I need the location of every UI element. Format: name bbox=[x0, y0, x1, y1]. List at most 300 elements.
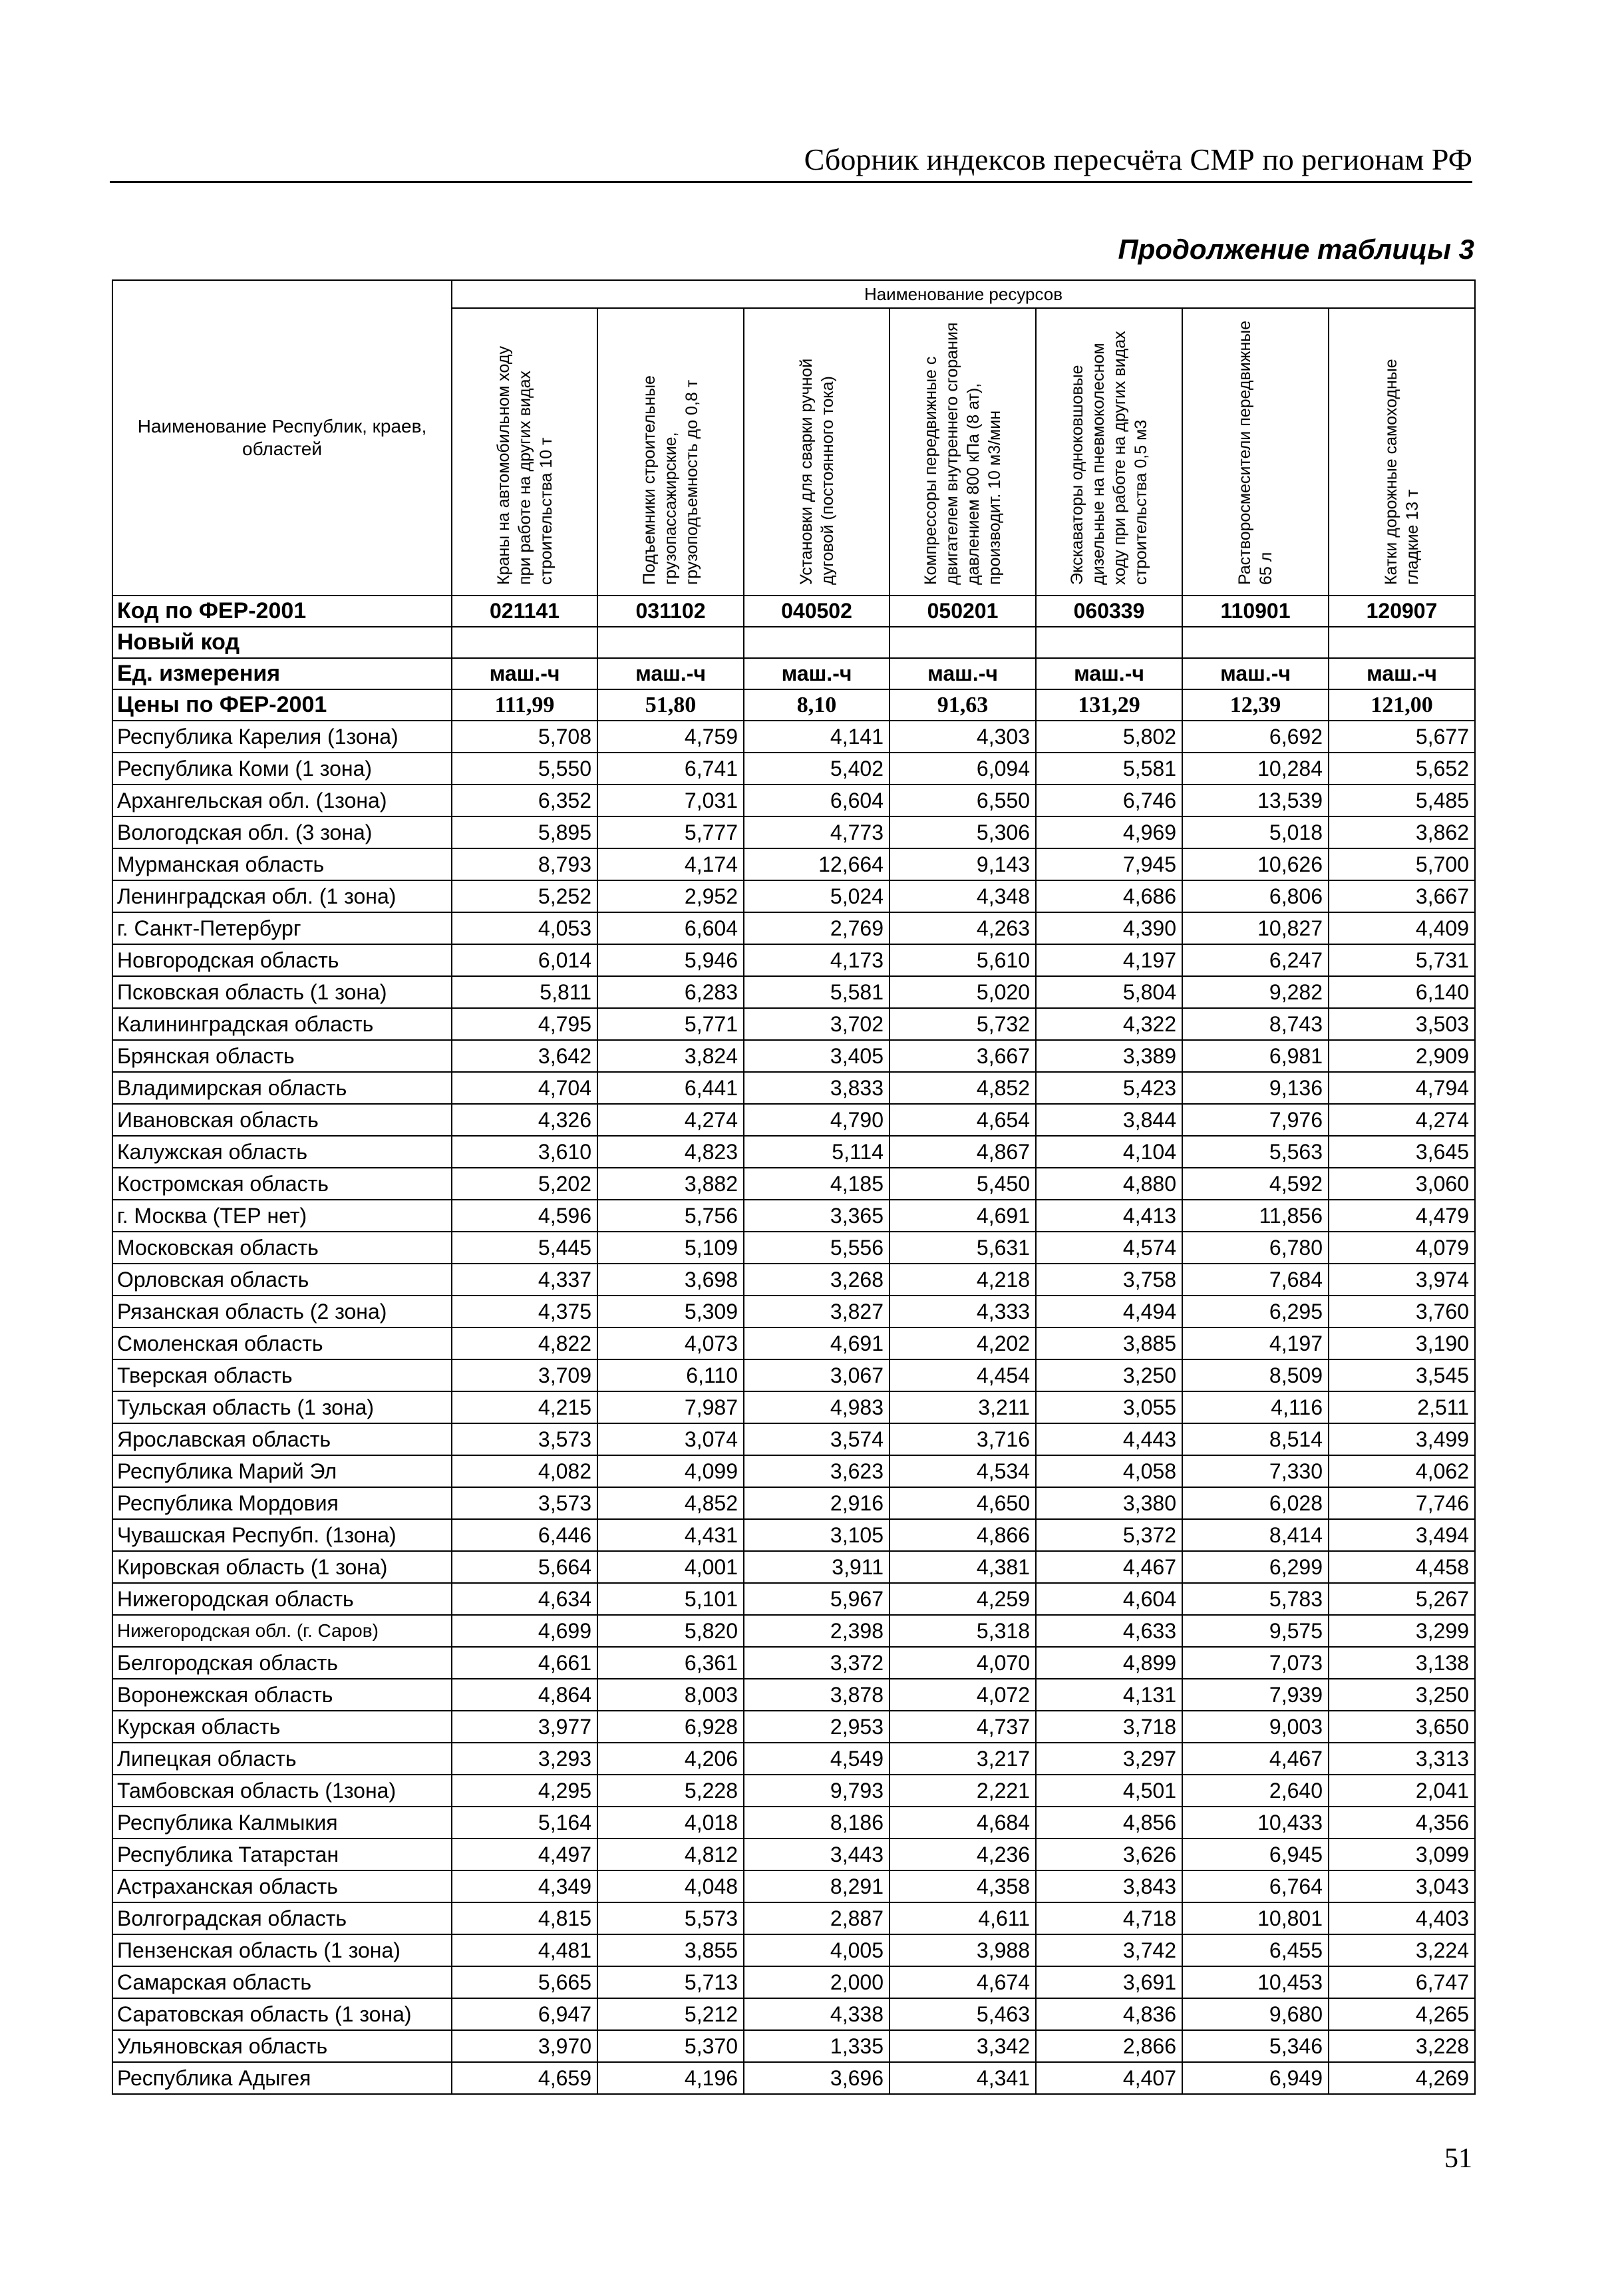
index-value: 5,463 bbox=[890, 1998, 1036, 2030]
index-value: 5,024 bbox=[744, 880, 890, 912]
index-value: 5,946 bbox=[597, 944, 744, 976]
index-value: 6,110 bbox=[597, 1359, 744, 1391]
index-value: 3,573 bbox=[452, 1423, 597, 1455]
resource-column-header bbox=[1036, 308, 1182, 596]
index-value: 3,650 bbox=[1329, 1711, 1475, 1743]
index-value: 4,431 bbox=[597, 1519, 744, 1551]
new-code-cell bbox=[1036, 627, 1182, 658]
index-value: 3,293 bbox=[452, 1743, 597, 1775]
region-name: Республика Татарстан bbox=[112, 1839, 452, 1870]
index-value: 5,423 bbox=[1036, 1072, 1182, 1104]
index-value: 4,173 bbox=[744, 944, 890, 976]
table-row bbox=[112, 1615, 1475, 1647]
resource-column-header bbox=[1329, 308, 1475, 596]
index-value: 4,983 bbox=[744, 1391, 890, 1423]
index-value: 5,631 bbox=[890, 1232, 1036, 1264]
index-value: 5,652 bbox=[1329, 753, 1475, 785]
index-value: 6,028 bbox=[1182, 1487, 1329, 1519]
index-value: 4,215 bbox=[452, 1391, 597, 1423]
index-value: 4,604 bbox=[1036, 1583, 1182, 1615]
index-value: 3,878 bbox=[744, 1679, 890, 1711]
table-row bbox=[112, 1264, 1475, 1296]
index-value: 4,812 bbox=[597, 1839, 744, 1870]
index-value: 5,202 bbox=[452, 1168, 597, 1200]
region-name: Орловская область bbox=[112, 1264, 452, 1296]
index-value: 4,099 bbox=[597, 1455, 744, 1487]
resource-column-header-text: Компрессоры передвижные с двигателем внутреннего сгорания давлением 800 кПа (8 ат), производит. 10 м3/мин bbox=[921, 322, 1004, 585]
table-caption: Продолжение таблицы 3 bbox=[1118, 234, 1474, 265]
index-value: 4,048 bbox=[597, 1870, 744, 1902]
index-value: 4,407 bbox=[1036, 2062, 1182, 2094]
index-value: 5,804 bbox=[1036, 976, 1182, 1008]
region-name: Архангельская обл. (1зона) bbox=[112, 785, 452, 816]
index-value: 4,326 bbox=[452, 1104, 597, 1136]
index-value: 3,211 bbox=[890, 1391, 1036, 1423]
code-row bbox=[112, 596, 1475, 627]
index-value: 8,003 bbox=[597, 1679, 744, 1711]
index-value: 5,228 bbox=[597, 1775, 744, 1807]
index-value: 6,947 bbox=[452, 1998, 597, 2030]
region-name: Ульяновская область bbox=[112, 2030, 452, 2062]
region-name: Смоленская область bbox=[112, 1327, 452, 1359]
index-value: 5,895 bbox=[452, 816, 597, 848]
index-value: 4,341 bbox=[890, 2062, 1036, 2094]
index-value: 3,827 bbox=[744, 1296, 890, 1327]
index-value: 10,433 bbox=[1182, 1807, 1329, 1839]
index-value: 5,777 bbox=[597, 816, 744, 848]
index-value: 4,815 bbox=[452, 1902, 597, 1934]
index-value: 3,691 bbox=[1036, 1966, 1182, 1998]
index-value: 4,202 bbox=[890, 1327, 1036, 1359]
index-value: 11,856 bbox=[1182, 1200, 1329, 1232]
index-value: 4,659 bbox=[452, 2062, 597, 2094]
index-value: 1,335 bbox=[744, 2030, 890, 2062]
table-row bbox=[112, 785, 1475, 816]
new-code-row bbox=[112, 627, 1475, 658]
table-row bbox=[112, 1168, 1475, 1200]
index-value: 6,949 bbox=[1182, 2062, 1329, 2094]
table-row bbox=[112, 1391, 1475, 1423]
index-value: 5,732 bbox=[890, 1008, 1036, 1040]
index-value: 13,539 bbox=[1182, 785, 1329, 816]
index-value: 4,479 bbox=[1329, 1200, 1475, 1232]
index-value: 3,074 bbox=[597, 1423, 744, 1455]
index-value: 8,793 bbox=[452, 848, 597, 880]
index-value: 4,356 bbox=[1329, 1807, 1475, 1839]
index-value: 5,306 bbox=[890, 816, 1036, 848]
index-value: 2,041 bbox=[1329, 1775, 1475, 1807]
index-value: 6,981 bbox=[1182, 1040, 1329, 1072]
region-name: г. Москва (ТЕР нет) bbox=[112, 1200, 452, 1232]
table-row bbox=[112, 1839, 1475, 1870]
index-value: 3,067 bbox=[744, 1359, 890, 1391]
index-value: 3,380 bbox=[1036, 1487, 1182, 1519]
index-value: 6,446 bbox=[452, 1519, 597, 1551]
index-value: 2,953 bbox=[744, 1711, 890, 1743]
index-value: 4,852 bbox=[890, 1072, 1036, 1104]
index-value: 5,450 bbox=[890, 1168, 1036, 1200]
index-value: 4,185 bbox=[744, 1168, 890, 1200]
region-name: Республика Калмыкия bbox=[112, 1807, 452, 1839]
unit-cell: маш.-ч bbox=[1036, 658, 1182, 689]
new-code-cell bbox=[890, 627, 1036, 658]
index-value: 6,741 bbox=[597, 753, 744, 785]
index-value: 3,882 bbox=[597, 1168, 744, 1200]
index-value: 4,534 bbox=[890, 1455, 1036, 1487]
table-row bbox=[112, 1807, 1475, 1839]
index-value: 5,713 bbox=[597, 1966, 744, 1998]
index-value: 6,094 bbox=[890, 753, 1036, 785]
index-value: 4,062 bbox=[1329, 1455, 1475, 1487]
table-row bbox=[112, 1743, 1475, 1775]
index-value: 7,945 bbox=[1036, 848, 1182, 880]
table-body bbox=[112, 596, 1475, 2094]
index-value: 4,338 bbox=[744, 1998, 890, 2030]
document-title: Сборник индексов пересчёта СМР по регионам РФ bbox=[804, 142, 1472, 176]
index-table bbox=[112, 279, 1476, 2095]
region-column-header: Наименование Республик, краев, областей bbox=[112, 280, 452, 596]
index-value: 6,780 bbox=[1182, 1232, 1329, 1264]
index-value: 5,783 bbox=[1182, 1583, 1329, 1615]
region-name: Калининградская область bbox=[112, 1008, 452, 1040]
index-value: 5,664 bbox=[452, 1551, 597, 1583]
table-row bbox=[112, 1136, 1475, 1168]
table-row bbox=[112, 1583, 1475, 1615]
table-row bbox=[112, 1487, 1475, 1519]
unit-cell: маш.-ч bbox=[1329, 658, 1475, 689]
index-value: 4,116 bbox=[1182, 1391, 1329, 1423]
index-value: 4,381 bbox=[890, 1551, 1036, 1583]
index-value: 6,299 bbox=[1182, 1551, 1329, 1583]
table-row bbox=[112, 2030, 1475, 2062]
index-value: 9,680 bbox=[1182, 1998, 1329, 2030]
index-value: 4,295 bbox=[452, 1775, 597, 1807]
table-row bbox=[112, 1679, 1475, 1711]
region-name: Мурманская область bbox=[112, 848, 452, 880]
index-value: 3,217 bbox=[890, 1743, 1036, 1775]
table-row bbox=[112, 1870, 1475, 1902]
index-value: 3,698 bbox=[597, 1264, 744, 1296]
table-row bbox=[112, 848, 1475, 880]
index-value: 3,443 bbox=[744, 1839, 890, 1870]
document-header bbox=[110, 140, 1472, 183]
region-name: Самарская область bbox=[112, 1966, 452, 1998]
index-value: 10,626 bbox=[1182, 848, 1329, 880]
index-value: 5,370 bbox=[597, 2030, 744, 2062]
index-value: 7,939 bbox=[1182, 1679, 1329, 1711]
price-row bbox=[112, 689, 1475, 721]
index-value: 4,174 bbox=[597, 848, 744, 880]
region-name: Республика Мордовия bbox=[112, 1487, 452, 1519]
index-value: 4,773 bbox=[744, 816, 890, 848]
index-value: 5,164 bbox=[452, 1807, 597, 1839]
index-value: 4,856 bbox=[1036, 1807, 1182, 1839]
table-row bbox=[112, 1998, 1475, 2030]
index-value: 3,911 bbox=[744, 1551, 890, 1583]
index-value: 12,664 bbox=[744, 848, 890, 880]
region-name: Владимирская область bbox=[112, 1072, 452, 1104]
index-value: 3,228 bbox=[1329, 2030, 1475, 2062]
code-cell: 040502 bbox=[744, 596, 890, 627]
resource-column-header-text: Установки для сварки ручной дуговой (постоянного тока) bbox=[796, 358, 837, 585]
index-value: 6,806 bbox=[1182, 880, 1329, 912]
region-name: Республика Коми (1 зона) bbox=[112, 753, 452, 785]
index-value: 4,867 bbox=[890, 1136, 1036, 1168]
index-value: 3,610 bbox=[452, 1136, 597, 1168]
region-name: Ленинградская обл. (1 зона) bbox=[112, 880, 452, 912]
index-value: 6,604 bbox=[744, 785, 890, 816]
index-value: 4,737 bbox=[890, 1711, 1036, 1743]
code-cell: 021141 bbox=[452, 596, 597, 627]
index-value: 3,974 bbox=[1329, 1264, 1475, 1296]
index-value: 3,642 bbox=[452, 1040, 597, 1072]
index-value: 3,718 bbox=[1036, 1711, 1182, 1743]
region-name: Брянская область bbox=[112, 1040, 452, 1072]
region-name: Костромская область bbox=[112, 1168, 452, 1200]
index-value: 6,283 bbox=[597, 976, 744, 1008]
index-value: 4,072 bbox=[890, 1679, 1036, 1711]
resource-column-header bbox=[1182, 308, 1329, 596]
region-name: Ярославская область bbox=[112, 1423, 452, 1455]
index-value: 4,458 bbox=[1329, 1551, 1475, 1583]
index-value: 3,574 bbox=[744, 1423, 890, 1455]
index-value: 9,143 bbox=[890, 848, 1036, 880]
index-value: 3,365 bbox=[744, 1200, 890, 1232]
index-value: 3,105 bbox=[744, 1519, 890, 1551]
unit-cell: маш.-ч bbox=[890, 658, 1036, 689]
region-name: Новгородская область bbox=[112, 944, 452, 976]
index-value: 10,827 bbox=[1182, 912, 1329, 944]
index-value: 4,899 bbox=[1036, 1647, 1182, 1679]
index-value: 4,467 bbox=[1182, 1743, 1329, 1775]
index-value: 10,453 bbox=[1182, 1966, 1329, 1998]
index-value: 3,824 bbox=[597, 1040, 744, 1072]
index-value: 5,114 bbox=[744, 1136, 890, 1168]
index-value: 4,337 bbox=[452, 1264, 597, 1296]
index-value: 2,511 bbox=[1329, 1391, 1475, 1423]
resource-group-header: Наименование ресурсов bbox=[452, 280, 1475, 308]
index-value: 2,866 bbox=[1036, 2030, 1182, 2062]
index-value: 3,405 bbox=[744, 1040, 890, 1072]
region-name: Пензенская область (1 зона) bbox=[112, 1934, 452, 1966]
region-name: Тульская область (1 зона) bbox=[112, 1391, 452, 1423]
index-value: 3,988 bbox=[890, 1934, 1036, 1966]
index-value: 3,716 bbox=[890, 1423, 1036, 1455]
index-value: 5,402 bbox=[744, 753, 890, 785]
index-value: 4,001 bbox=[597, 1551, 744, 1583]
region-name: Рязанская область (2 зона) bbox=[112, 1296, 452, 1327]
index-value: 4,409 bbox=[1329, 912, 1475, 944]
region-name: Республика Марий Эл bbox=[112, 1455, 452, 1487]
price-cell: 91,63 bbox=[890, 689, 1036, 721]
index-value: 4,322 bbox=[1036, 1008, 1182, 1040]
index-value: 4,674 bbox=[890, 1966, 1036, 1998]
index-value: 5,581 bbox=[744, 976, 890, 1008]
index-value: 3,342 bbox=[890, 2030, 1036, 2062]
index-value: 3,760 bbox=[1329, 1296, 1475, 1327]
index-value: 4,259 bbox=[890, 1583, 1036, 1615]
index-value: 5,309 bbox=[597, 1296, 744, 1327]
index-value: 4,880 bbox=[1036, 1168, 1182, 1200]
index-value: 3,499 bbox=[1329, 1423, 1475, 1455]
region-name: Тверская область bbox=[112, 1359, 452, 1391]
index-value: 4,718 bbox=[1036, 1902, 1182, 1934]
index-value: 4,333 bbox=[890, 1296, 1036, 1327]
index-value: 6,455 bbox=[1182, 1934, 1329, 1966]
region-name: Липецкая область bbox=[112, 1743, 452, 1775]
index-value: 4,501 bbox=[1036, 1775, 1182, 1807]
index-value: 4,390 bbox=[1036, 912, 1182, 944]
index-value: 6,764 bbox=[1182, 1870, 1329, 1902]
index-value: 3,060 bbox=[1329, 1168, 1475, 1200]
index-value: 3,709 bbox=[452, 1359, 597, 1391]
index-value: 6,014 bbox=[452, 944, 597, 976]
index-value: 4,864 bbox=[452, 1679, 597, 1711]
index-value: 5,267 bbox=[1329, 1583, 1475, 1615]
index-value: 3,645 bbox=[1329, 1136, 1475, 1168]
table-row bbox=[112, 1551, 1475, 1583]
region-name: Нижегородская обл. (г. Саров) bbox=[112, 1615, 452, 1647]
unit-cell: маш.-ч bbox=[1182, 658, 1329, 689]
table-row bbox=[112, 1966, 1475, 1998]
index-value: 5,109 bbox=[597, 1232, 744, 1264]
unit-label: Ед. измерения bbox=[112, 658, 452, 689]
index-value: 3,297 bbox=[1036, 1743, 1182, 1775]
index-value: 3,313 bbox=[1329, 1743, 1475, 1775]
table-row bbox=[112, 2062, 1475, 2094]
index-value: 5,212 bbox=[597, 1998, 744, 2030]
unit-row bbox=[112, 658, 1475, 689]
price-cell: 121,00 bbox=[1329, 689, 1475, 721]
index-value: 2,398 bbox=[744, 1615, 890, 1647]
index-value: 3,250 bbox=[1036, 1359, 1182, 1391]
index-value: 6,295 bbox=[1182, 1296, 1329, 1327]
index-value: 5,550 bbox=[452, 753, 597, 785]
index-value: 5,756 bbox=[597, 1200, 744, 1232]
index-value: 4,866 bbox=[890, 1519, 1036, 1551]
index-value: 4,053 bbox=[452, 912, 597, 944]
unit-cell: маш.-ч bbox=[597, 658, 744, 689]
index-value: 3,099 bbox=[1329, 1839, 1475, 1870]
index-value: 3,626 bbox=[1036, 1839, 1182, 1870]
index-value: 4,661 bbox=[452, 1647, 597, 1679]
index-value: 8,514 bbox=[1182, 1423, 1329, 1455]
index-value: 4,454 bbox=[890, 1359, 1036, 1391]
table-row bbox=[112, 1104, 1475, 1136]
index-value: 4,079 bbox=[1329, 1232, 1475, 1264]
index-value: 5,445 bbox=[452, 1232, 597, 1264]
region-name: Республика Карелия (1зона) bbox=[112, 721, 452, 753]
index-value: 7,330 bbox=[1182, 1455, 1329, 1487]
resource-column-header bbox=[744, 308, 890, 596]
index-value: 3,494 bbox=[1329, 1519, 1475, 1551]
code-cell: 060339 bbox=[1036, 596, 1182, 627]
price-label: Цены по ФЕР-2001 bbox=[112, 689, 452, 721]
index-value: 3,742 bbox=[1036, 1934, 1182, 1966]
index-value: 6,361 bbox=[597, 1647, 744, 1679]
index-value: 3,833 bbox=[744, 1072, 890, 1104]
index-value: 9,003 bbox=[1182, 1711, 1329, 1743]
index-value: 4,467 bbox=[1036, 1551, 1182, 1583]
unit-cell: маш.-ч bbox=[744, 658, 890, 689]
index-value: 9,136 bbox=[1182, 1072, 1329, 1104]
index-value: 5,101 bbox=[597, 1583, 744, 1615]
resource-column-header bbox=[890, 308, 1036, 596]
index-value: 2,916 bbox=[744, 1487, 890, 1519]
index-value: 4,196 bbox=[597, 2062, 744, 2094]
index-value: 6,928 bbox=[597, 1711, 744, 1743]
index-value: 5,485 bbox=[1329, 785, 1475, 816]
table-row bbox=[112, 1296, 1475, 1327]
resource-column-header bbox=[452, 308, 597, 596]
index-value: 4,073 bbox=[597, 1327, 744, 1359]
region-name: Ивановская область bbox=[112, 1104, 452, 1136]
price-cell: 12,39 bbox=[1182, 689, 1329, 721]
index-value: 4,634 bbox=[452, 1583, 597, 1615]
index-value: 2,952 bbox=[597, 880, 744, 912]
index-value: 3,855 bbox=[597, 1934, 744, 1966]
code-label: Код по ФЕР-2001 bbox=[112, 596, 452, 627]
index-value: 5,665 bbox=[452, 1966, 597, 1998]
price-cell: 111,99 bbox=[452, 689, 597, 721]
index-value: 3,224 bbox=[1329, 1934, 1475, 1966]
index-value: 4,691 bbox=[744, 1327, 890, 1359]
index-value: 4,686 bbox=[1036, 880, 1182, 912]
index-value: 9,793 bbox=[744, 1775, 890, 1807]
index-value: 5,700 bbox=[1329, 848, 1475, 880]
new-code-cell bbox=[597, 627, 744, 658]
table-row bbox=[112, 1008, 1475, 1040]
region-name: Псковская область (1 зона) bbox=[112, 976, 452, 1008]
code-cell: 120907 bbox=[1329, 596, 1475, 627]
index-value: 4,794 bbox=[1329, 1072, 1475, 1104]
table-row bbox=[112, 976, 1475, 1008]
index-value: 6,140 bbox=[1329, 976, 1475, 1008]
index-value: 5,677 bbox=[1329, 721, 1475, 753]
region-name: Калужская область bbox=[112, 1136, 452, 1168]
new-code-cell bbox=[744, 627, 890, 658]
index-value: 8,743 bbox=[1182, 1008, 1329, 1040]
index-value: 4,218 bbox=[890, 1264, 1036, 1296]
index-value: 5,610 bbox=[890, 944, 1036, 976]
resource-column-header bbox=[597, 308, 744, 596]
table-row bbox=[112, 1902, 1475, 1934]
table-row bbox=[112, 1072, 1475, 1104]
region-name: Чувашская Респубп. (1зона) bbox=[112, 1519, 452, 1551]
index-value: 4,058 bbox=[1036, 1455, 1182, 1487]
table-row bbox=[112, 1327, 1475, 1359]
index-value: 4,443 bbox=[1036, 1423, 1182, 1455]
index-value: 6,747 bbox=[1329, 1966, 1475, 1998]
page-number: 51 bbox=[1444, 2143, 1472, 2174]
index-value: 5,708 bbox=[452, 721, 597, 753]
index-value: 3,885 bbox=[1036, 1327, 1182, 1359]
index-value: 3,977 bbox=[452, 1711, 597, 1743]
region-name: Московская область bbox=[112, 1232, 452, 1264]
index-value: 4,197 bbox=[1182, 1327, 1329, 1359]
index-value: 4,790 bbox=[744, 1104, 890, 1136]
index-value: 7,987 bbox=[597, 1391, 744, 1423]
index-value: 5,318 bbox=[890, 1615, 1036, 1647]
table-row bbox=[112, 1711, 1475, 1743]
index-value: 4,497 bbox=[452, 1839, 597, 1870]
resource-column-header-text: Экскаваторы одноковшовые дизельные на пневмоколесном ходу при работе на других видах строительства 0,5 м3 bbox=[1068, 331, 1150, 585]
price-cell: 51,80 bbox=[597, 689, 744, 721]
index-value: 4,206 bbox=[597, 1743, 744, 1775]
index-value: 4,574 bbox=[1036, 1232, 1182, 1264]
index-value: 3,970 bbox=[452, 2030, 597, 2062]
region-name: Республика Адыгея bbox=[112, 2062, 452, 2094]
